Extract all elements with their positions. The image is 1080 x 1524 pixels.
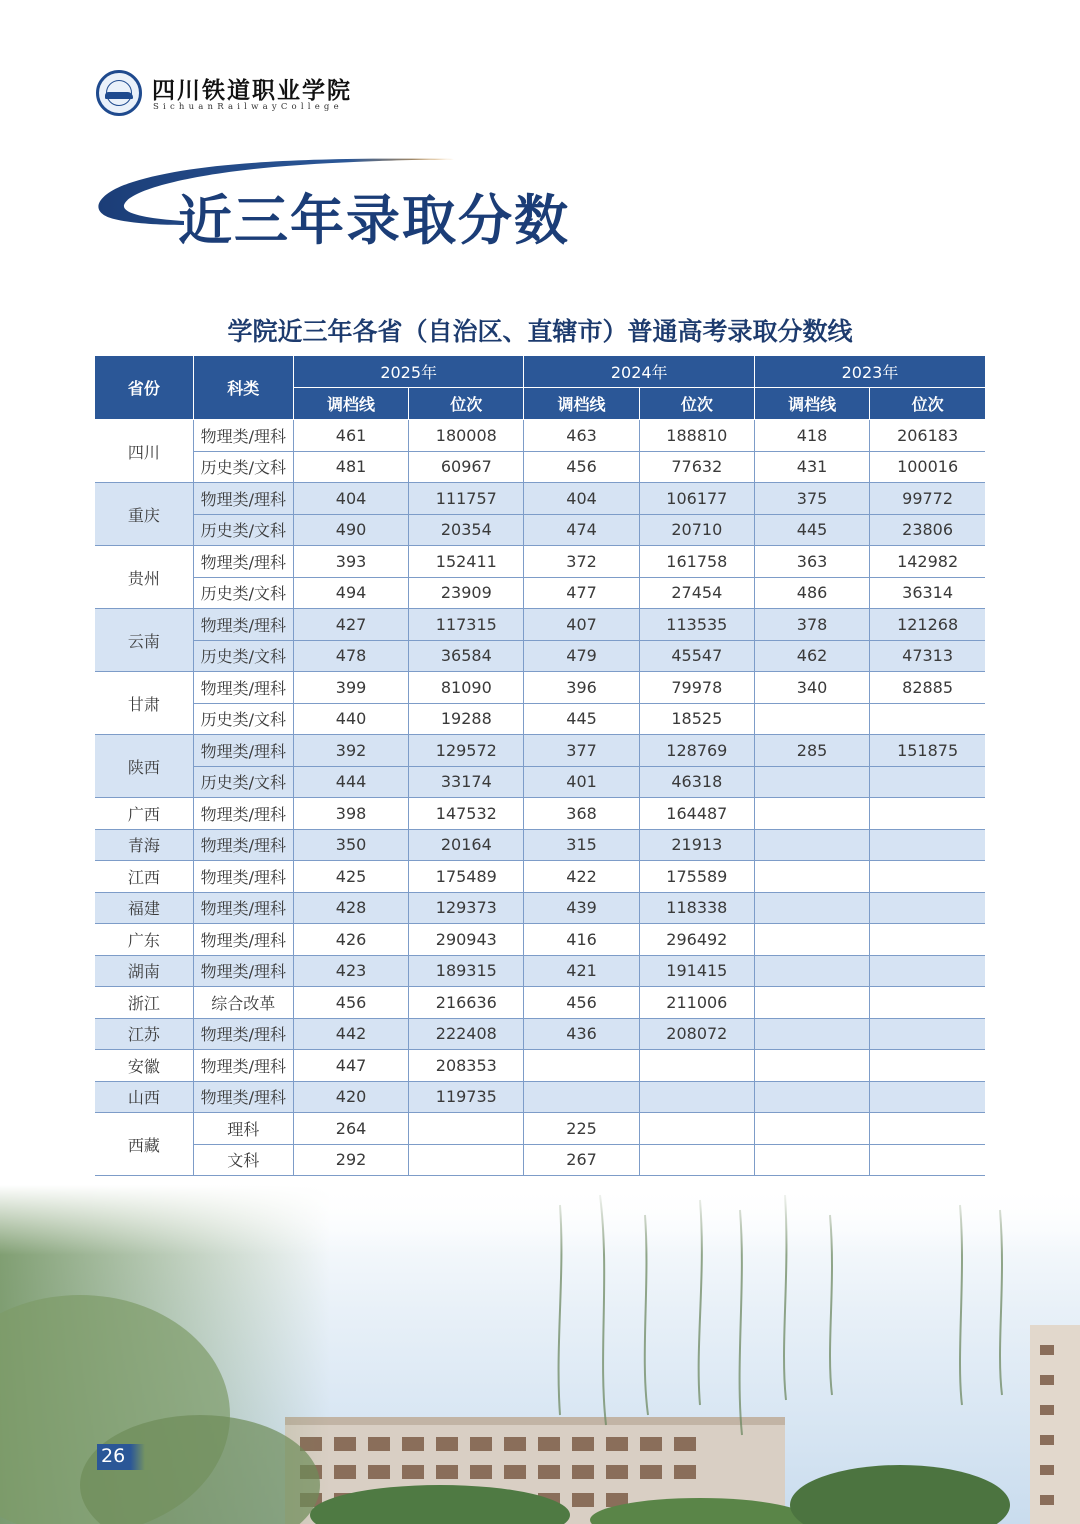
cutoff-score-cell: 431 [754,451,869,483]
subject-type-cell: 物理类/理科 [193,1018,293,1050]
rank-cell: 151875 [870,735,985,767]
header-year-2023: 2023年 [754,356,985,388]
table-row [95,483,985,515]
cutoff-score-cell [754,987,869,1019]
subject-type-cell: 文科 [193,1144,293,1176]
subject-type-cell: 物理类/理科 [193,892,293,924]
subject-type-cell: 物理类/理科 [193,798,293,830]
cutoff-score-cell: 350 [293,829,408,861]
province-cell: 安徽 [95,1050,193,1082]
rank-cell: 164487 [639,798,754,830]
rank-cell: 60967 [409,451,524,483]
cutoff-score-cell: 477 [524,577,639,609]
province-cell: 青海 [95,829,193,861]
cutoff-score-cell: 474 [524,514,639,546]
province-cell: 江苏 [95,1018,193,1050]
college-logo [96,70,396,120]
table-row [95,451,985,483]
province-cell: 贵州 [95,546,193,609]
cutoff-score-cell: 481 [293,451,408,483]
cutoff-score-cell: 442 [293,1018,408,1050]
rank-cell [870,1050,985,1082]
cutoff-score-cell: 421 [524,955,639,987]
subject-type-cell: 物理类/理科 [193,1081,293,1113]
subject-type-cell: 物理类/理科 [193,1050,293,1082]
rank-cell: 36314 [870,577,985,609]
rank-cell: 23909 [409,577,524,609]
rank-cell: 121268 [870,609,985,641]
cutoff-score-cell [754,829,869,861]
cutoff-score-cell: 416 [524,924,639,956]
rank-cell: 47313 [870,640,985,672]
cutoff-score-cell: 340 [754,672,869,704]
cutoff-score-cell: 423 [293,955,408,987]
rank-cell [870,1018,985,1050]
cutoff-score-cell [754,766,869,798]
rank-cell: 111757 [409,483,524,515]
subject-type-cell: 物理类/理科 [193,924,293,956]
rank-cell: 161758 [639,546,754,578]
rank-cell: 188810 [639,420,754,452]
rank-cell: 77632 [639,451,754,483]
cutoff-score-cell: 456 [293,987,408,1019]
rank-cell: 175489 [409,861,524,893]
rank-cell: 20354 [409,514,524,546]
cutoff-score-cell: 463 [524,420,639,452]
rank-cell [870,703,985,735]
cutoff-score-cell [524,1050,639,1082]
rank-cell [870,924,985,956]
rank-cell: 20710 [639,514,754,546]
cutoff-score-cell: 426 [293,924,408,956]
rank-cell: 208072 [639,1018,754,1050]
cutoff-score-cell: 420 [293,1081,408,1113]
cutoff-score-cell: 436 [524,1018,639,1050]
cutoff-score-cell: 447 [293,1050,408,1082]
cutoff-score-cell: 404 [524,483,639,515]
province-cell: 浙江 [95,987,193,1019]
province-cell: 广西 [95,798,193,830]
rank-cell: 23806 [870,514,985,546]
rank-cell: 106177 [639,483,754,515]
rank-cell: 82885 [870,672,985,704]
subject-type-cell: 综合改革 [193,987,293,1019]
cutoff-score-cell [754,1144,869,1176]
rank-cell: 45547 [639,640,754,672]
cutoff-score-cell: 445 [524,703,639,735]
rank-cell [870,1144,985,1176]
table-row [95,892,985,924]
subject-type-cell: 物理类/理科 [193,420,293,452]
subject-type-cell: 历史类/文科 [193,640,293,672]
table-row [95,514,985,546]
province-cell: 甘肃 [95,672,193,735]
table-row [95,577,985,609]
rank-cell: 296492 [639,924,754,956]
province-cell: 重庆 [95,483,193,546]
rank-cell: 117315 [409,609,524,641]
table-row [95,1113,985,1145]
rank-cell [639,1081,754,1113]
rank-cell [870,861,985,893]
cutoff-score-cell: 479 [524,640,639,672]
rank-cell: 211006 [639,987,754,1019]
rank-cell [409,1144,524,1176]
rank-cell [870,955,985,987]
rank-cell: 180008 [409,420,524,452]
rank-cell [639,1144,754,1176]
cutoff-score-cell: 439 [524,892,639,924]
rank-cell [639,1113,754,1145]
cutoff-score-cell: 292 [293,1144,408,1176]
table-row [95,1050,985,1082]
cutoff-score-cell: 418 [754,420,869,452]
college-seal-icon [96,70,142,116]
subject-type-cell: 历史类/文科 [193,766,293,798]
table-row [95,955,985,987]
header-cutoff: 调档线 [524,388,639,420]
province-cell: 江西 [95,861,193,893]
cutoff-score-cell [754,798,869,830]
rank-cell: 33174 [409,766,524,798]
rank-cell: 152411 [409,546,524,578]
rank-cell: 142982 [870,546,985,578]
table-row [95,546,985,578]
cutoff-score-cell: 422 [524,861,639,893]
cutoff-score-cell: 225 [524,1113,639,1145]
cutoff-score-cell: 363 [754,546,869,578]
cutoff-score-cell [754,1081,869,1113]
cutoff-score-cell [754,924,869,956]
subject-type-cell: 理科 [193,1113,293,1145]
rank-cell [870,798,985,830]
rank-cell: 191415 [639,955,754,987]
province-cell: 广东 [95,924,193,956]
rank-cell [870,766,985,798]
table-subtitle: 学院近三年各省（自治区、直辖市）普通高考录取分数线 [227,317,853,346]
cutoff-score-cell: 368 [524,798,639,830]
table-body [95,420,985,1176]
table-row [95,1081,985,1113]
rank-cell [870,829,985,861]
header-rank: 位次 [639,388,754,420]
cutoff-score-cell: 401 [524,766,639,798]
header-province: 省份 [95,356,193,420]
cutoff-score-cell [754,1113,869,1145]
header-cutoff: 调档线 [293,388,408,420]
table-row [95,1018,985,1050]
college-name-cn: 四川铁道职业学院 [152,77,352,104]
header-rank: 位次 [409,388,524,420]
cutoff-score-cell: 456 [524,987,639,1019]
cutoff-score-cell: 264 [293,1113,408,1145]
cutoff-score-cell: 267 [524,1144,639,1176]
table-row [95,987,985,1019]
cutoff-score-cell: 494 [293,577,408,609]
cutoff-score-cell: 478 [293,640,408,672]
rank-cell [870,892,985,924]
rank-cell: 175589 [639,861,754,893]
cutoff-score-cell [754,703,869,735]
rank-cell: 216636 [409,987,524,1019]
province-cell: 云南 [95,609,193,672]
subject-type-cell: 历史类/文科 [193,514,293,546]
cutoff-score-cell: 396 [524,672,639,704]
rank-cell: 36584 [409,640,524,672]
rank-cell: 129572 [409,735,524,767]
rank-cell: 147532 [409,798,524,830]
rank-cell: 113535 [639,609,754,641]
cutoff-score-cell: 392 [293,735,408,767]
province-cell: 湖南 [95,955,193,987]
cutoff-score-cell: 456 [524,451,639,483]
province-cell: 山西 [95,1081,193,1113]
cutoff-score-cell: 462 [754,640,869,672]
rank-cell [870,1113,985,1145]
rank-cell [409,1113,524,1145]
table-row [95,609,985,641]
province-cell: 福建 [95,892,193,924]
rank-cell: 290943 [409,924,524,956]
cutoff-score-cell: 399 [293,672,408,704]
rank-cell: 118338 [639,892,754,924]
subject-type-cell: 物理类/理科 [193,609,293,641]
cutoff-score-cell: 490 [293,514,408,546]
subject-type-cell: 物理类/理科 [193,861,293,893]
page-number [97,1444,145,1470]
subject-type-cell: 物理类/理科 [193,829,293,861]
table-row [95,924,985,956]
table-row [95,672,985,704]
table-row [95,1144,985,1176]
header-rank: 位次 [870,388,985,420]
cutoff-score-cell: 372 [524,546,639,578]
cutoff-score-cell: 440 [293,703,408,735]
cutoff-score-cell [754,861,869,893]
table-row [95,798,985,830]
college-name-en: SichuanRailwayCollege [153,102,343,112]
rank-cell [870,1081,985,1113]
campus-scenery-image [0,1185,1080,1524]
page-number-text: 26 [101,1445,126,1467]
province-cell: 陕西 [95,735,193,798]
cutoff-score-cell: 444 [293,766,408,798]
table-row [95,861,985,893]
cutoff-score-cell [754,1018,869,1050]
rank-cell: 129373 [409,892,524,924]
cutoff-score-cell: 428 [293,892,408,924]
subject-type-cell: 物理类/理科 [193,735,293,767]
rank-cell: 119735 [409,1081,524,1113]
cutoff-score-cell: 393 [293,546,408,578]
subject-type-cell: 历史类/文科 [193,577,293,609]
table-row [95,640,985,672]
province-cell: 西藏 [95,1113,193,1176]
cutoff-score-cell: 285 [754,735,869,767]
subject-type-cell: 历史类/文科 [193,451,293,483]
subject-type-cell: 物理类/理科 [193,483,293,515]
admission-score-table [95,356,985,1176]
header-year-2025: 2025年 [293,356,524,388]
rank-cell: 222408 [409,1018,524,1050]
cutoff-score-cell: 315 [524,829,639,861]
rank-cell: 128769 [639,735,754,767]
rank-cell: 46318 [639,766,754,798]
rank-cell: 208353 [409,1050,524,1082]
subject-type-cell: 物理类/理科 [193,672,293,704]
header-type: 科类 [193,356,293,420]
cutoff-score-cell: 378 [754,609,869,641]
cutoff-score-cell: 407 [524,609,639,641]
table-row [95,703,985,735]
cutoff-score-cell: 427 [293,609,408,641]
rank-cell: 99772 [870,483,985,515]
cutoff-score-cell: 461 [293,420,408,452]
table-row [95,420,985,452]
header-year-2024: 2024年 [524,356,755,388]
cutoff-score-cell [754,955,869,987]
rank-cell [639,1050,754,1082]
rank-cell: 21913 [639,829,754,861]
cutoff-score-cell: 404 [293,483,408,515]
page-title: 近三年录取分数 [178,189,570,252]
rank-cell: 206183 [870,420,985,452]
subject-type-cell: 历史类/文科 [193,703,293,735]
header-cutoff: 调档线 [754,388,869,420]
rank-cell: 100016 [870,451,985,483]
cutoff-score-cell: 486 [754,577,869,609]
cutoff-score-cell: 398 [293,798,408,830]
cutoff-score-cell [524,1081,639,1113]
rank-cell: 79978 [639,672,754,704]
table-row [95,766,985,798]
cutoff-score-cell [754,1050,869,1082]
cutoff-score-cell [754,892,869,924]
province-cell: 四川 [95,420,193,483]
rank-cell: 27454 [639,577,754,609]
cutoff-score-cell: 375 [754,483,869,515]
cutoff-score-cell: 425 [293,861,408,893]
rank-cell: 18525 [639,703,754,735]
table-row [95,735,985,767]
subject-type-cell: 物理类/理科 [193,546,293,578]
rank-cell [870,987,985,1019]
rank-cell: 81090 [409,672,524,704]
rank-cell: 189315 [409,955,524,987]
cutoff-score-cell: 445 [754,514,869,546]
cutoff-score-cell: 377 [524,735,639,767]
subject-type-cell: 物理类/理科 [193,955,293,987]
rank-cell: 19288 [409,703,524,735]
table-row [95,829,985,861]
rank-cell: 20164 [409,829,524,861]
